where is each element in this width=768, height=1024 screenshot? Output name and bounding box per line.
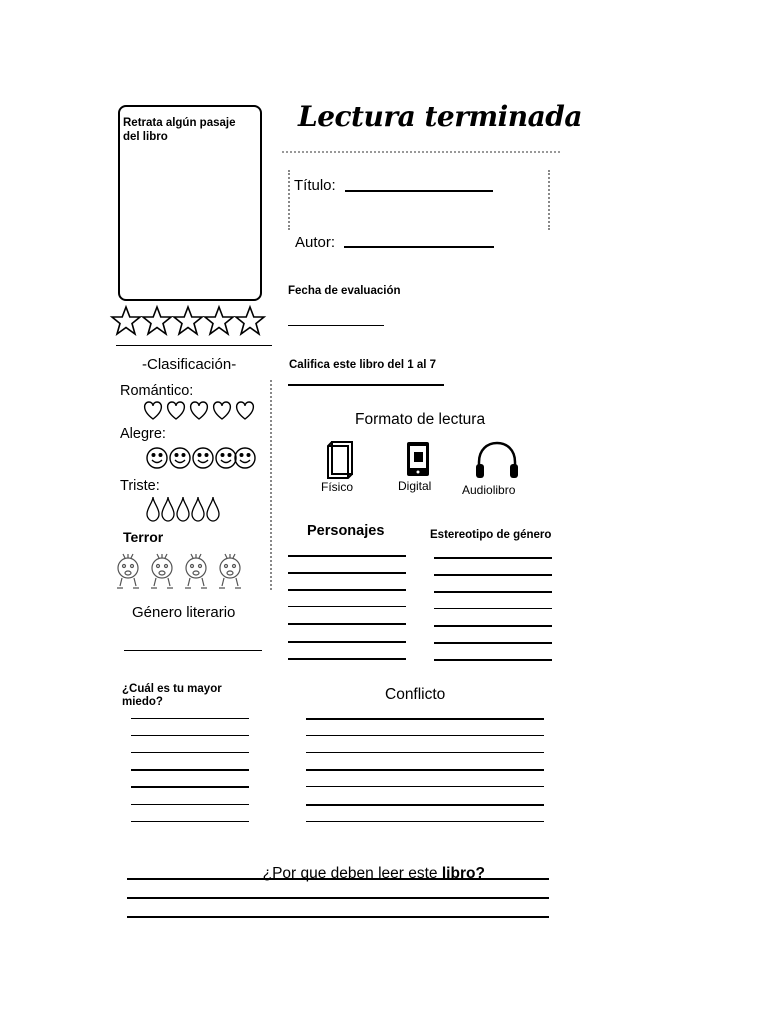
titulo-input-line[interactable] <box>345 190 493 192</box>
formato-heading: Formato de lectura <box>355 411 486 428</box>
por-que-bold: libro? <box>441 865 485 882</box>
clasificacion-top-rule <box>116 345 272 346</box>
tablet-icon[interactable] <box>406 441 430 477</box>
teardrop-icons[interactable] <box>146 496 226 522</box>
estereotipo-line[interactable] <box>434 608 552 609</box>
autor-input-line[interactable] <box>344 246 494 248</box>
personajes-line[interactable] <box>288 623 406 625</box>
por-que-line[interactable] <box>127 916 549 918</box>
smiley-icons[interactable] <box>146 446 256 470</box>
book-icon[interactable] <box>326 440 356 480</box>
miedo-line[interactable] <box>131 752 249 753</box>
formato-option-fisico[interactable]: Físico <box>321 480 354 494</box>
field-border-left <box>288 170 290 230</box>
autor-label: Autor: <box>295 234 336 251</box>
decorative-divider <box>282 151 560 153</box>
estereotipo-line[interactable] <box>434 642 552 644</box>
terror-label: Terror <box>123 529 164 545</box>
personajes-line[interactable] <box>288 658 406 660</box>
estereotipo-line[interactable] <box>434 625 552 627</box>
califica-label: Califica este libro del 1 al 7 <box>289 359 437 371</box>
formato-option-digital[interactable]: Digital <box>398 479 432 493</box>
personajes-line[interactable] <box>288 606 406 607</box>
genero-label: Género literario <box>132 604 236 621</box>
conflicto-line[interactable] <box>306 804 544 806</box>
field-border-right <box>548 170 550 230</box>
califica-input-line[interactable] <box>288 384 444 386</box>
miedo-line[interactable] <box>131 735 249 736</box>
personajes-label: Personajes <box>307 523 385 539</box>
miedo-label: ¿Cuál es tu mayor miedo? <box>122 683 222 708</box>
estereotipo-line[interactable] <box>434 591 552 593</box>
miedo-line[interactable] <box>131 769 249 771</box>
miedo-line[interactable] <box>131 786 249 788</box>
star-rating[interactable] <box>110 305 270 337</box>
personajes-line[interactable] <box>288 589 406 591</box>
clasificacion-divider <box>270 380 272 590</box>
conflicto-line[interactable] <box>306 735 544 736</box>
conflicto-line[interactable] <box>306 786 544 787</box>
fecha-input-line[interactable] <box>288 325 384 326</box>
clasificacion-heading: -Clasificación- <box>142 356 237 373</box>
por-que-line[interactable] <box>127 897 549 899</box>
formato-option-audiolibro[interactable]: Audiolibro <box>462 483 516 497</box>
titulo-label: Título: <box>294 177 336 194</box>
fecha-label: Fecha de evaluación <box>288 285 401 297</box>
conflicto-label: Conflicto <box>385 686 446 703</box>
por-que-line[interactable] <box>127 878 549 880</box>
conflicto-line[interactable] <box>306 821 544 822</box>
estereotipo-line[interactable] <box>434 574 552 576</box>
estereotipo-line[interactable] <box>434 659 552 661</box>
personajes-line[interactable] <box>288 555 406 557</box>
conflicto-line[interactable] <box>306 718 544 720</box>
portrait-label: Retrata algún pasaje del libro <box>123 117 236 143</box>
por-que-text: ¿Por que deben leer este <box>262 865 442 882</box>
personajes-line[interactable] <box>288 641 406 643</box>
conflicto-line[interactable] <box>306 752 544 753</box>
scared-face-icons[interactable] <box>114 553 254 593</box>
estereotipo-line[interactable] <box>434 557 552 559</box>
alegre-label: Alegre: <box>120 426 166 442</box>
personajes-line[interactable] <box>288 572 406 574</box>
miedo-line[interactable] <box>131 718 249 719</box>
romantico-label: Romántico: <box>120 383 194 399</box>
conflicto-line[interactable] <box>306 769 544 771</box>
miedo-line[interactable] <box>131 804 249 805</box>
headphones-icon[interactable] <box>474 440 520 480</box>
estereotipo-label: Estereotipo de género <box>430 529 552 541</box>
miedo-line[interactable] <box>131 821 249 822</box>
page-title: Lectura terminada <box>298 100 582 133</box>
heart-icons[interactable] <box>143 401 257 421</box>
triste-label: Triste: <box>120 478 160 494</box>
star-icons[interactable] <box>110 305 270 337</box>
genero-input-line[interactable] <box>124 650 262 651</box>
